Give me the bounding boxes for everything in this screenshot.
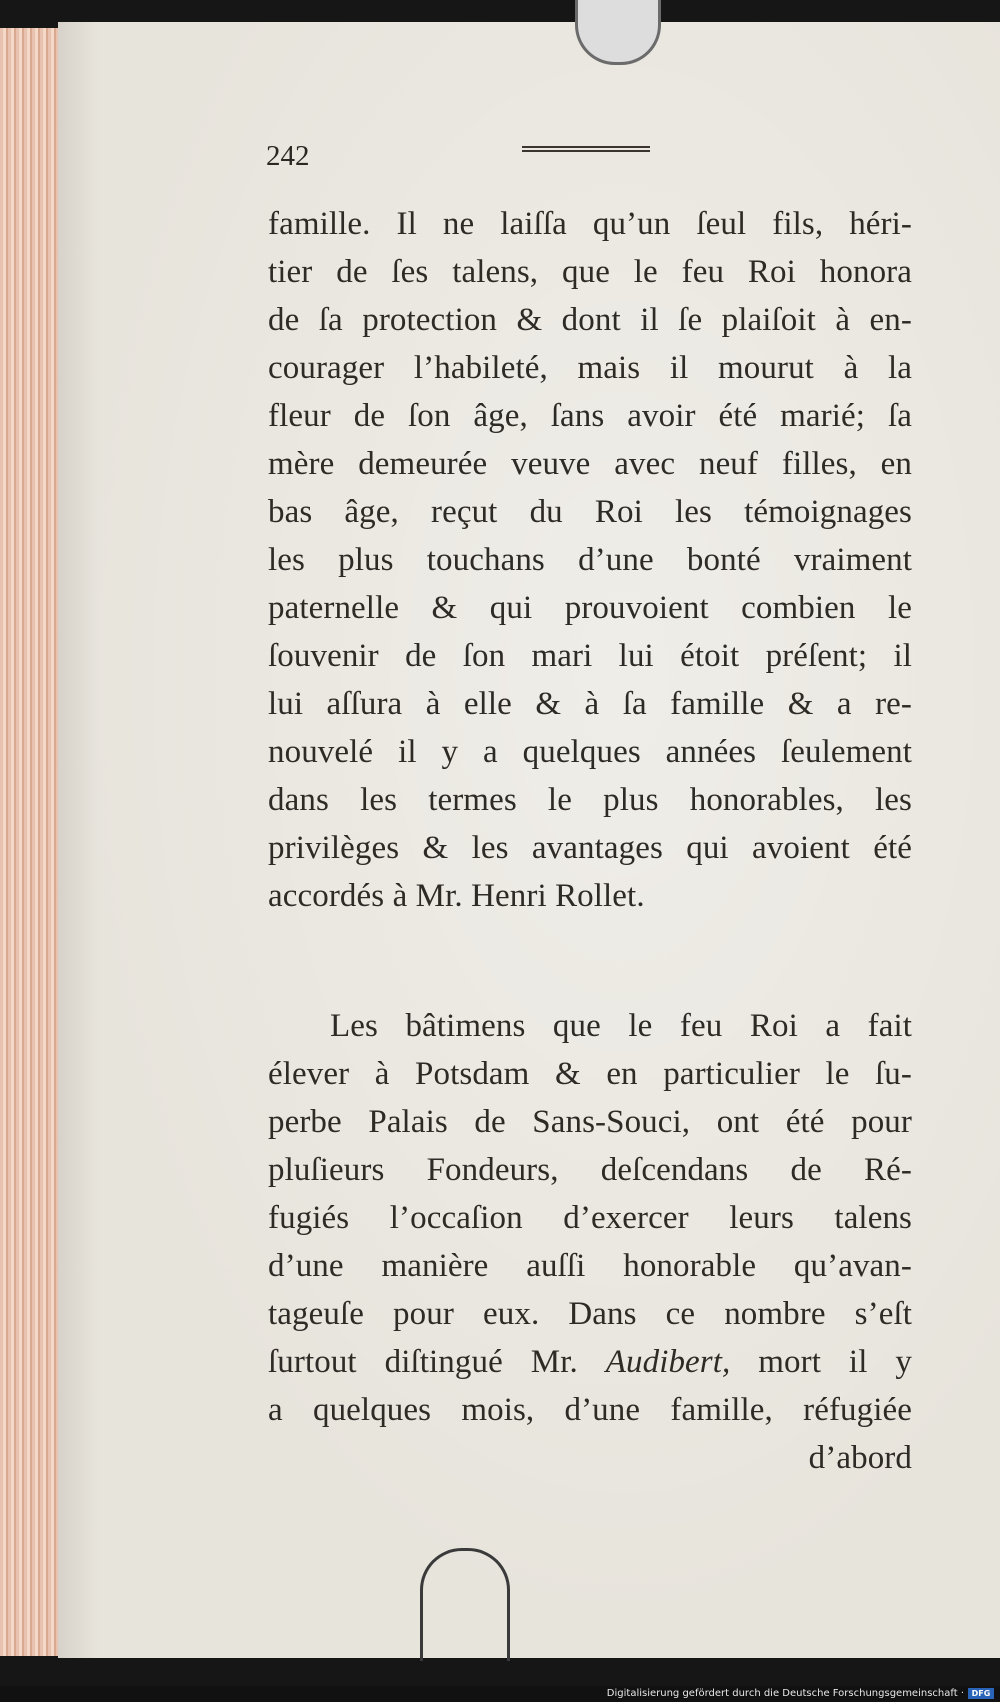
- text-line: tier de ſes talens, que le feu Roi honora: [268, 254, 912, 290]
- text-line: accordés à Mr. Henri Rollet.: [268, 878, 645, 914]
- text-fragment: mort il y: [730, 1344, 912, 1380]
- text-line: élever à Potsdam & en particulier le ſu-: [268, 1056, 912, 1092]
- text-line: fugiés l’occaſion d’exercer leurs talens: [268, 1200, 912, 1236]
- header-rule: [522, 146, 650, 156]
- text-line: privilèges & les avantages qui avoient été: [268, 830, 912, 866]
- text-line: lui aſſura à elle & à ſa famille & a re-: [268, 686, 912, 722]
- italic-name: Audibert,: [605, 1344, 731, 1380]
- footer-credit: Digitalisierung gefördert durch die Deutsche Forschungsgemeinschaft ·: [606, 1688, 964, 1699]
- text-line: a quelques mois, d’une famille, réfugiée: [268, 1392, 912, 1428]
- text-line: nouvelé il y a quelques années ſeulement: [268, 734, 912, 770]
- catchword: d’abord: [808, 1440, 912, 1476]
- text-line: pluſieurs Fondeurs, deſcendans de Ré-: [268, 1152, 912, 1188]
- text-line: ſouvenir de ſon mari lui étoit préſent; il: [268, 638, 912, 674]
- text-line: [268, 1338, 912, 1386]
- text-line: tageuſe pour eux. Dans ce nombre s’eſt: [268, 1296, 912, 1332]
- page-clip-bottom: [420, 1548, 510, 1661]
- dfg-logo: DFG: [968, 1688, 994, 1699]
- text-line: d’une manière auſſi honorable qu’avan-: [268, 1248, 912, 1284]
- text-line: courager l’habileté, mais il mourut à la: [268, 350, 912, 386]
- page-edge: [0, 28, 63, 1656]
- text-line: bas âge, reçut du Roi les témoignages: [268, 494, 912, 530]
- text-line: Les bâtimens que le feu Roi a fait: [330, 1008, 912, 1044]
- text-line: paternelle & qui prouvoient combien le: [268, 590, 912, 626]
- text-fragment: ſurtout diſtingué Mr.: [268, 1344, 606, 1380]
- text-line: de ſa protection & dont il ſe plaiſoit à en-: [268, 302, 912, 338]
- text-line: mère demeurée veuve avec neuf filles, en: [268, 446, 912, 482]
- text-line: perbe Palais de Sans-Souci, ont été pour: [268, 1104, 912, 1140]
- text-line: dans les termes le plus honorables, les: [268, 782, 912, 818]
- text-line: les plus touchans d’une bonté vraiment: [268, 542, 912, 578]
- text-line: famille. Il ne laiſſa qu’un ſeul fils, héri-: [268, 206, 912, 242]
- page-number: 242: [266, 140, 310, 172]
- text-line: fleur de ſon âge, ſans avoir été marié; ſa: [268, 398, 912, 434]
